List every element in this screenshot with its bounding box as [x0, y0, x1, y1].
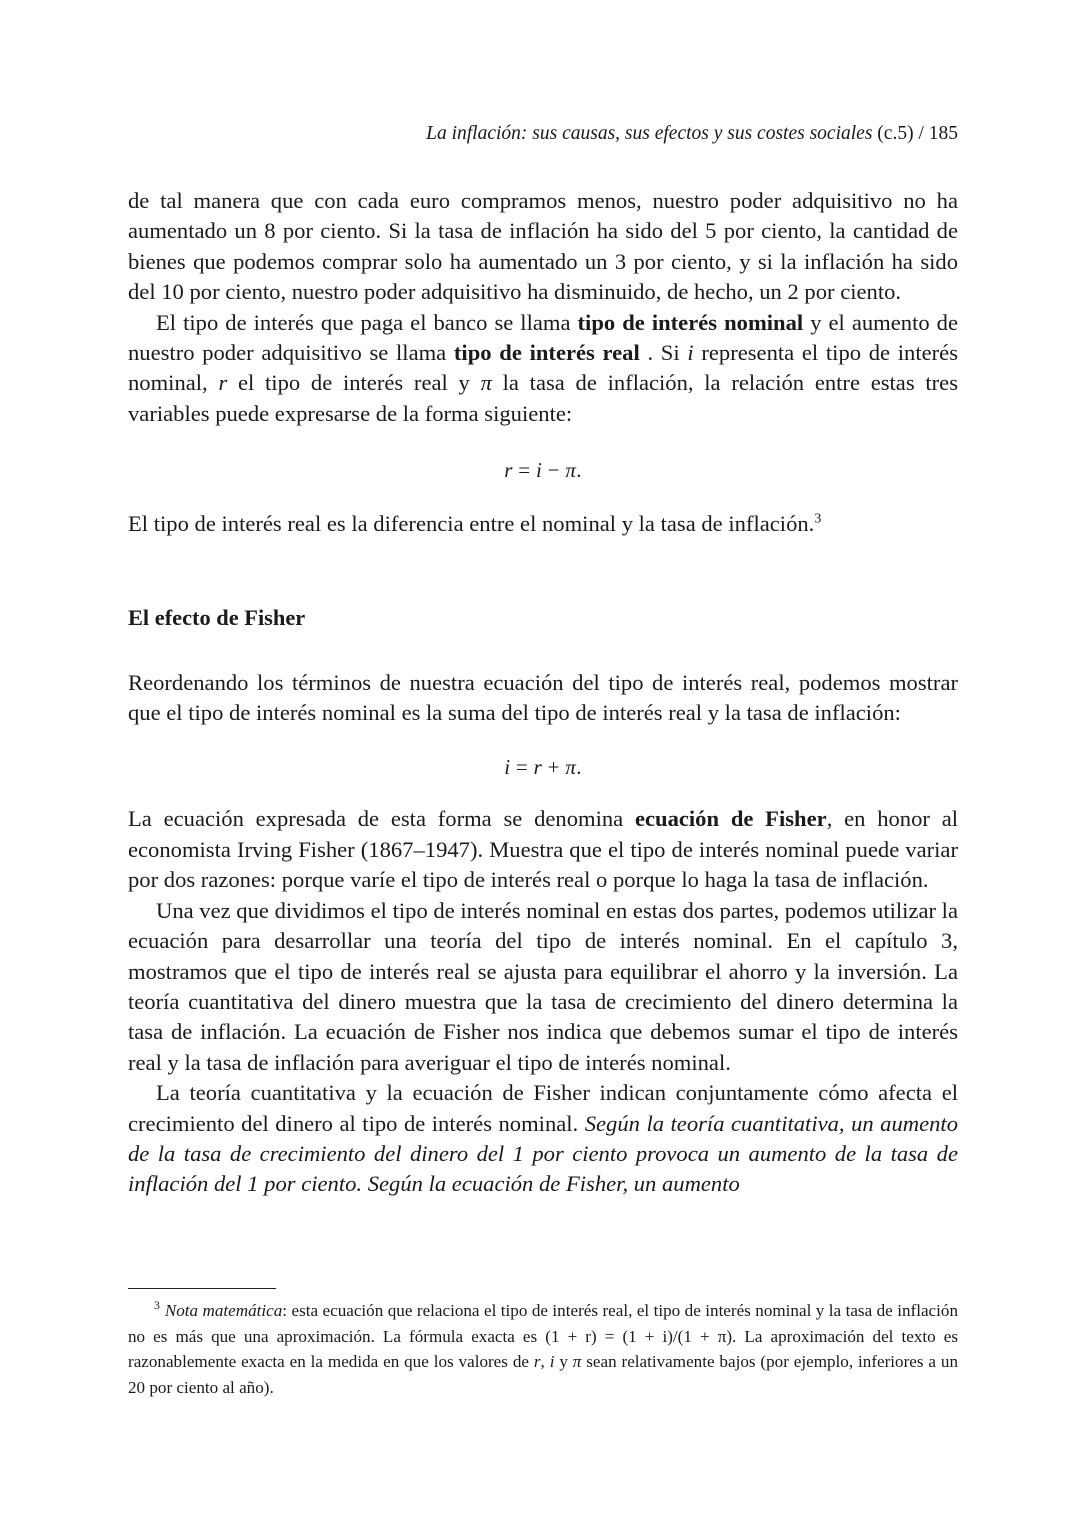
footnote-3 [128, 1298, 958, 1400]
footnote-formula-lhs: (1 + r) [545, 1326, 597, 1346]
footnote-variable-r: r [533, 1352, 541, 1372]
eq1-period: . [576, 458, 582, 483]
variable-pi: π [480, 370, 492, 396]
paragraph-fisher-equation [128, 804, 958, 895]
eq1-rhs-pi: π [565, 458, 577, 483]
eq1-lhs: r [504, 458, 513, 483]
p5-text-2: , en honor al economista Irving Fisher (1867–1947). Muestra que el tipo de interés nominal puede variar por dos razones: porque varíe el tipo de interés real o porque lo haga la tasa de inflación. [128, 806, 959, 893]
running-head-separator: / [918, 123, 924, 144]
eq2-rhs-r: r [533, 755, 543, 780]
footnote-area [128, 1288, 958, 1400]
footnote-formula [545, 1327, 732, 1346]
p5-text-1: La ecuación expresada de esta forma se denomina [128, 806, 635, 832]
p6-text-1: Una vez que dividimos el tipo de interés nominal en estas dos partes, podemos utilizar la ecuación para desarrollar una teoría del tipo de interés nominal. En el capítulo 3, mostramos que el tipo de interés real se ajusta para equilibrar el ahorro y la inversión. La teoría cuantitativa del dinero muestra que la tasa de crecimiento del dinero determina la tasa de inflación. La ecuación de Fisher nos indica que debemos sumar el tipo de interés real y la tasa de inflación para averiguar el tipo de interés nominal. [128, 897, 958, 1075]
p2-text-1: El tipo de interés que paga el banco se llama [156, 309, 578, 335]
eq2-rhs-pi: π [565, 755, 577, 780]
running-head [128, 122, 958, 145]
footnote-formula-equals: = [604, 1326, 615, 1346]
paragraph-reordering [128, 668, 958, 729]
p7-italic-emphasis: Según la teoría cuantitativa, un aumento de la tasa de crecimiento del dinero del 1 por ciento provoca un aumento de la tasa de inflación del 1 por ciento. Según la ecuación de Fisher, un aumento [128, 1110, 958, 1197]
p2-text-2: y el aumento de nuestro poder adquisitivo se llama [128, 309, 958, 366]
eq1-operator: − [547, 458, 560, 483]
equation-real-interest-rate [128, 455, 958, 485]
spacer-after-heading [128, 632, 958, 668]
eq2-lhs: i [504, 755, 511, 780]
footnote-variable-i: i [549, 1352, 555, 1372]
footnote-separator-rule [128, 1288, 276, 1289]
paragraph-two-parts [128, 896, 958, 1078]
footnote-text-4: y [554, 1352, 573, 1372]
term-tipo-interes-nominal: tipo de interés nominal [577, 309, 804, 335]
eq2-period: . [576, 755, 582, 780]
page-number: 185 [928, 123, 958, 144]
paragraph-real-rate-definition [128, 509, 958, 539]
footnote-marker-3: 3 [154, 1299, 160, 1313]
paragraph-quantity-theory [128, 1078, 958, 1200]
spacer-before-equation-1 [128, 429, 958, 455]
footnote-text-5: sean relativamente bajos (por ejemplo, inferiores a un 20 por ciento al año). [128, 1352, 958, 1397]
term-ecuacion-de-fisher: ecuación de Fisher [634, 806, 827, 832]
variable-r: r [218, 370, 228, 396]
p2-text-3: . Si [639, 340, 688, 366]
p2-text-6: la tasa de inflación, la relación entre estas tres variables puede expresarse de la forma siguiente: [128, 370, 958, 426]
spacer-after-equation-1 [128, 485, 958, 509]
p2-text-5: el tipo de interés real y [227, 370, 481, 396]
footnote-label-nota-matematica: Nota matemática [164, 1301, 283, 1320]
main-text-column [128, 186, 958, 1200]
footnote-variable-pi: π [572, 1352, 582, 1372]
chapter-ref-text: (c.5) [877, 123, 914, 144]
eq1-equals: = [518, 458, 531, 483]
footnote-text-2: . La aproximación del texto es razonablemente exacta en la medida en que los valores de [128, 1326, 959, 1372]
p4-text-1: Reordenando los términos de nuestra ecuación del tipo de interés real, podemos mostrar que el tipo de interés nominal es la suma del tipo de interés real y la tasa de inflación: [128, 669, 958, 726]
footnote-text-1: : esta ecuación que relaciona el tipo de interés real, el tipo de interés nominal y la tasa de inflación no es más que una aproximación. La fórmula exacta es [128, 1301, 958, 1346]
variable-i: i [687, 340, 694, 366]
footnote-reference-3[interactable]: 3 [814, 511, 822, 527]
running-head-title: La inflación: sus causas, sus efectos y sus costes sociales [426, 123, 873, 144]
spacer-before-heading [128, 540, 958, 604]
term-tipo-interes-real: tipo de interés real [453, 340, 640, 366]
p3-text-1: El tipo de interés real es la diferencia entre el nominal y la tasa de inflación. [128, 511, 815, 537]
running-head-chapter-ref [872, 123, 958, 144]
eq1-rhs-i: i [535, 458, 543, 483]
paragraph-continuation [128, 186, 958, 308]
eq2-equals: = [515, 755, 529, 780]
spacer-before-equation-2 [128, 728, 958, 752]
footnote-formula-rhs: (1 + i)/(1 + π) [622, 1326, 733, 1346]
eq2-operator: + [547, 755, 560, 780]
p2-text-4: representa el tipo de interés nominal, [128, 340, 958, 396]
equation-fisher [128, 752, 958, 782]
footnote-text-3: , [540, 1352, 550, 1372]
section-heading-fisher-effect: El efecto de Fisher [128, 604, 306, 630]
spacer-after-equation-2 [128, 782, 958, 804]
p7-text-1: La teoría cuantitativa y la ecuación de Fisher indican conjuntamente cómo afecta el crecimiento del dinero al tipo de interés nominal. [128, 1080, 958, 1136]
paragraph-nominal-real [128, 308, 958, 430]
paragraph-1-text: de tal manera que con cada euro compramos menos, nuestro poder adquisitivo no ha aumentado un 8 por ciento. Si la tasa de inflación ha sido del 5 por ciento, la cantidad de bienes que podemos comprar solo ha aumentado un 3 por ciento, y si la inflación ha sido del 10 por ciento, nuestro poder adquisitivo ha disminuido, de hecho, un 2 por ciento. [128, 188, 958, 305]
